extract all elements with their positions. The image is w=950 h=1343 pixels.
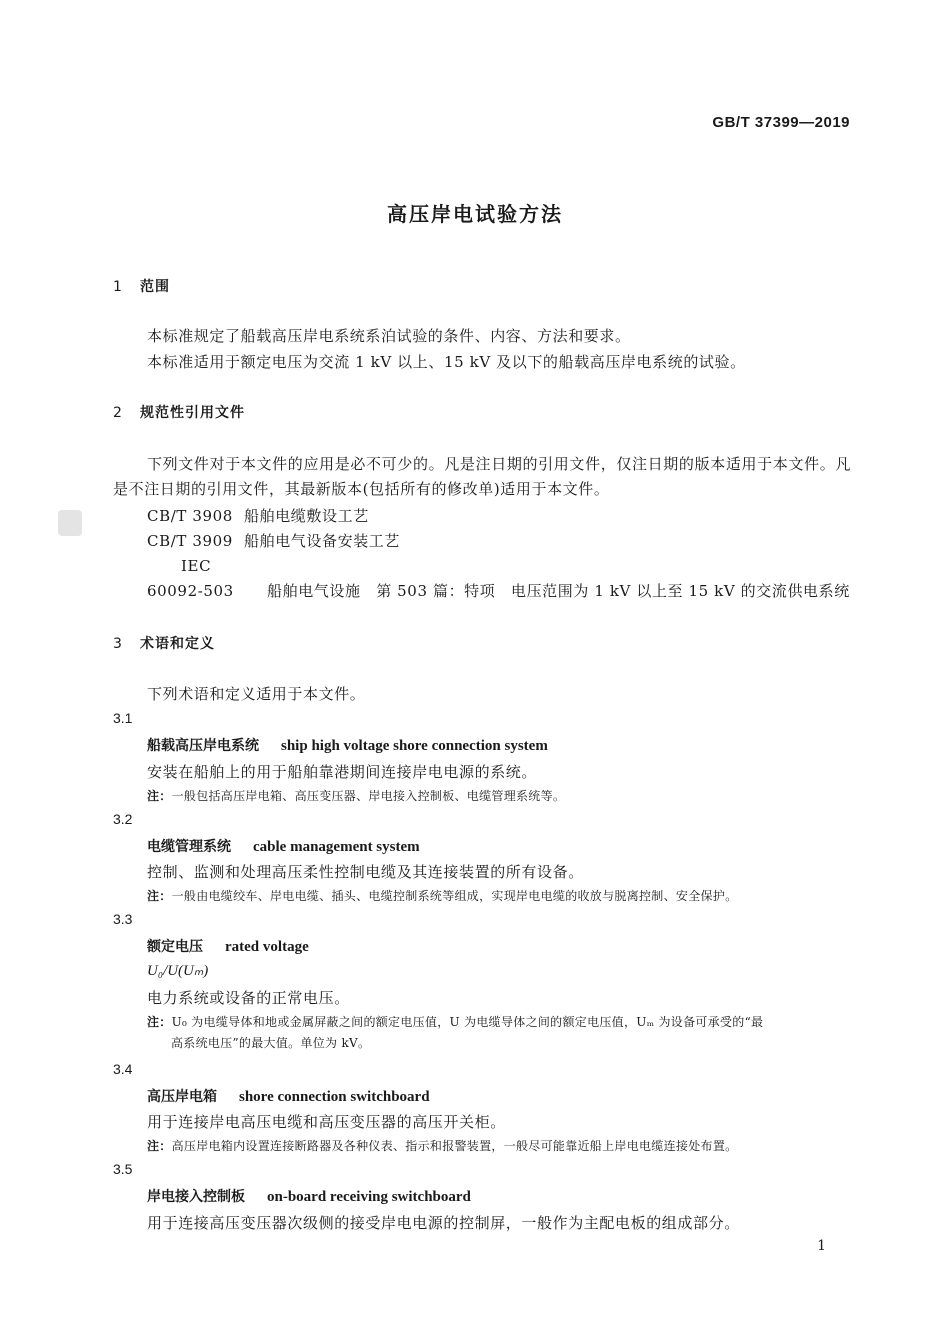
term-definition: 控制、监测和处理高压柔性控制电缆及其连接装置的所有设备。 bbox=[147, 863, 584, 881]
reference-item bbox=[147, 530, 400, 551]
term-en: on-board receiving switchboard bbox=[267, 1189, 471, 1205]
term-definition: 电力系统或设备的正常电压。 bbox=[147, 989, 350, 1007]
side-marker bbox=[58, 510, 82, 536]
term-zh: 岸电接入控制板 bbox=[147, 1189, 245, 1205]
term-en: cable management system bbox=[253, 839, 420, 855]
reference-title: 船舶电缆敷设工艺 bbox=[244, 507, 369, 525]
term-note bbox=[147, 1137, 737, 1154]
term-symbol: U₀/U(Uₘ) bbox=[147, 963, 209, 979]
term-zh: 高压岸电箱 bbox=[147, 1089, 217, 1105]
reference-code: CB/T 3908 bbox=[147, 507, 233, 525]
term-definition: 用于连接岸电高压电缆和高压变压器的高压开关柜。 bbox=[147, 1113, 506, 1131]
term-number: 3.3 bbox=[113, 911, 133, 927]
term-note bbox=[147, 887, 737, 904]
document-title: 高压岸电试验方法 bbox=[387, 202, 563, 226]
note-text: 一般包括高压岸电箱、高压变压器、岸电接入控制板、电缆管理系统等。 bbox=[171, 789, 566, 803]
reference-item bbox=[113, 554, 851, 604]
term-heading bbox=[147, 1086, 430, 1106]
reference-title: 船舶电气设施 第 503 篇：特项 电压范围为 1 kV 以上至 15 kV 的交流供电系统 bbox=[267, 582, 850, 600]
term-zh: 电缆管理系统 bbox=[147, 839, 231, 855]
section-heading-scope bbox=[113, 276, 170, 296]
note-text: 一般由电缆绞车、岸电电缆、插头、电缆控制系统等组成，实现岸电电缆的收放与脱离控制、安全保护。 bbox=[171, 889, 738, 903]
term-heading bbox=[147, 836, 420, 856]
term-heading bbox=[147, 735, 548, 755]
term-en: rated voltage bbox=[225, 939, 309, 955]
note-text: 高压岸电箱内设置连接断路器及各种仪表、指示和报警装置，一般尽可能靠近船上岸电电缆连接处布置。 bbox=[171, 1139, 738, 1153]
note-label: 注： bbox=[147, 1139, 172, 1153]
section-number: 2 bbox=[113, 405, 123, 421]
standard-number: GB/T 37399—2019 bbox=[712, 114, 850, 131]
term-en: ship high voltage shore connection system bbox=[281, 738, 548, 754]
section-heading-terms bbox=[113, 633, 215, 653]
note-text-continued: 高系统电压”的最大值。单位为 kV。 bbox=[171, 1036, 371, 1050]
term-definition: 安装在船舶上的用于船舶靠港期间连接岸电电源的系统。 bbox=[147, 763, 538, 781]
reference-code: IEC 60092-503 bbox=[147, 557, 234, 600]
note-label: 注： bbox=[147, 1015, 172, 1029]
section-title: 规范性引用文件 bbox=[140, 405, 245, 421]
scope-paragraph-2: 本标准适用于额定电压为交流 1 kV 以上、15 kV 及以下的船载高压岸电系统的试验。 bbox=[147, 353, 746, 371]
term-number: 3.4 bbox=[113, 1061, 133, 1077]
note-label: 注： bbox=[147, 789, 172, 803]
page-number: 1 bbox=[817, 1238, 826, 1254]
terms-intro: 下列术语和定义适用于本文件。 bbox=[147, 685, 366, 703]
term-zh: 额定电压 bbox=[147, 939, 203, 955]
note-text: U₀ 为电缆导体和地或金属屏蔽之间的额定电压值，U 为电缆导体之间的额定电压值，Uₘ 为设备可承受的“最 bbox=[171, 1015, 764, 1029]
term-definition: 用于连接高压变压器次级侧的接受岸电电源的控制屏，一般作为主配电板的组成部分。 bbox=[147, 1214, 740, 1232]
reference-title: 船舶电气设备安装工艺 bbox=[244, 532, 401, 550]
section-title: 术语和定义 bbox=[140, 636, 215, 652]
section-number: 3 bbox=[113, 636, 123, 652]
reference-item bbox=[147, 505, 369, 526]
term-heading bbox=[147, 936, 309, 956]
term-en: shore connection switchboard bbox=[239, 1089, 430, 1105]
term-zh: 船载高压岸电系统 bbox=[147, 738, 259, 754]
term-heading bbox=[147, 1186, 471, 1206]
reference-code: CB/T 3909 bbox=[147, 532, 233, 550]
term-number: 3.1 bbox=[113, 710, 133, 726]
section-title: 范围 bbox=[140, 279, 170, 295]
note-label: 注： bbox=[147, 889, 172, 903]
section-heading-normative bbox=[113, 402, 245, 422]
normative-intro: 下列文件对于本文件的应用是必不可少的。凡是注日期的引用文件，仅注日期的版本适用于本文件。凡是不注日期的引用文件，其最新版本(包括所有的修改单)适用于本文件。 bbox=[113, 455, 851, 498]
term-note bbox=[147, 787, 565, 804]
section-number: 1 bbox=[113, 279, 123, 295]
term-note bbox=[147, 1012, 852, 1054]
scope-paragraph-1: 本标准规定了船载高压岸电系统系泊试验的条件、内容、方法和要求。 bbox=[147, 327, 631, 345]
term-number: 3.2 bbox=[113, 811, 133, 827]
term-number: 3.5 bbox=[113, 1161, 133, 1177]
